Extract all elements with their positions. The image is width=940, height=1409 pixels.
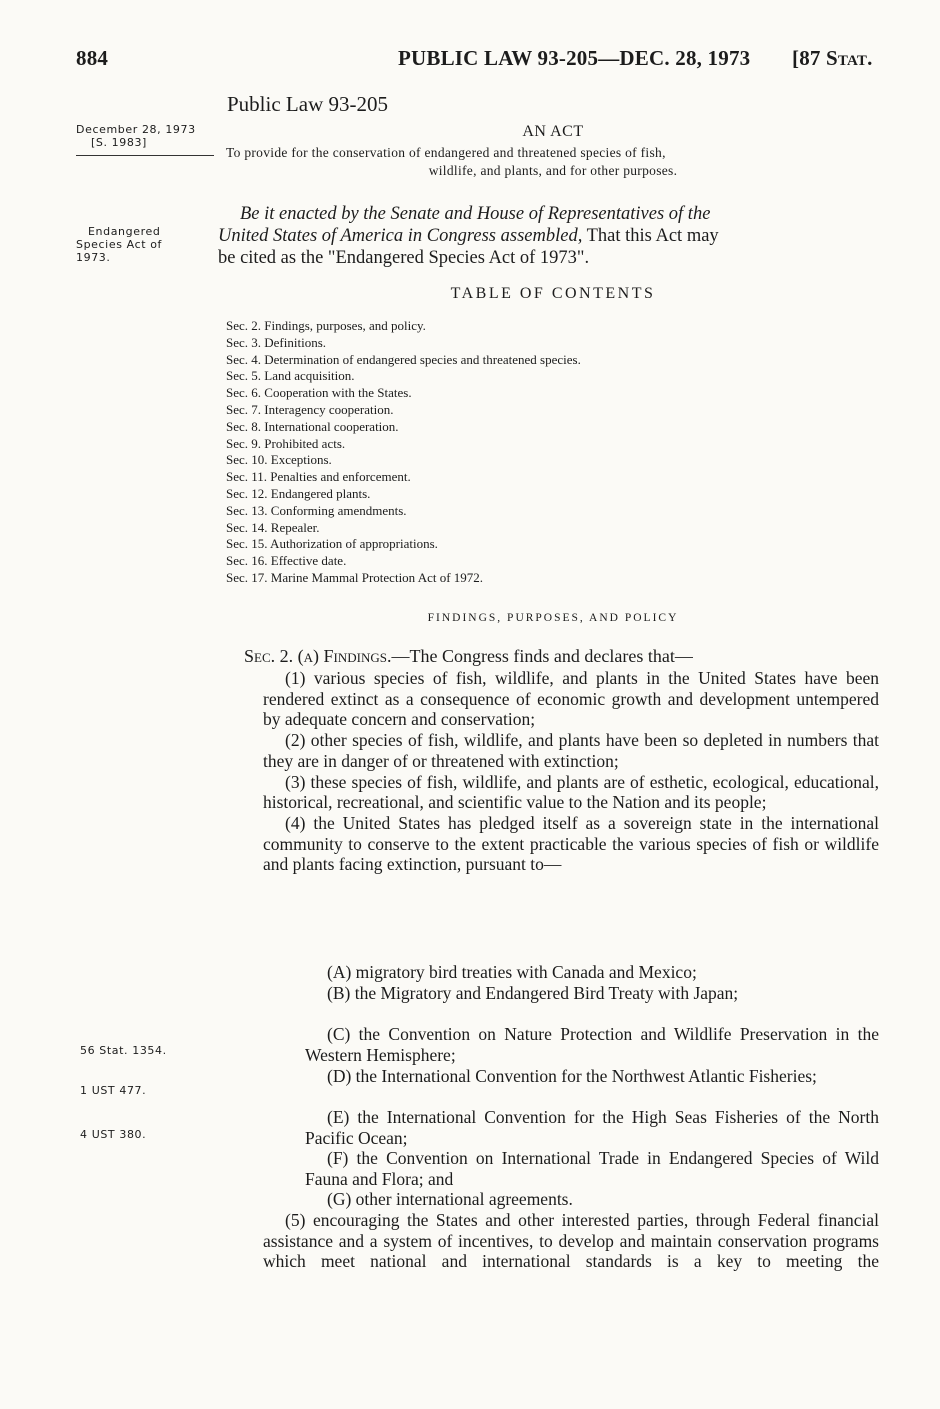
page-number: 884 <box>76 46 109 70</box>
enacting-clause-line2 <box>218 226 719 247</box>
margin-short-title-line2: Species Act of <box>76 238 163 251</box>
act-purpose-line2: wildlife, and plants, and for other purposes. <box>428 163 678 178</box>
enacting-clause-line3: be cited as the "Endangered Species Act of 1973". <box>218 248 590 268</box>
toc-item: Sec. 6. Cooperation with the States. <box>226 385 412 401</box>
margin-citation-ust-380: 4 UST 380. <box>80 1128 147 1141</box>
toc-item: Sec. 7. Interagency cooperation. <box>226 401 394 417</box>
toc-item: Sec. 17. Marine Mammal Protection Act of 1972. <box>226 569 484 585</box>
findings-paragraph-5 <box>263 1210 879 1272</box>
findings-paragraphs <box>263 668 879 875</box>
finding-1: (1) various species of fish, wildlife, and plants in the United States have been rendered extinct as a consequence of economic growth and development untempered by adequate concern and conservation; <box>263 668 879 730</box>
treaty-g: (G) other international agreements. <box>327 1189 573 1209</box>
margin-short-title-line3: 1973. <box>76 251 111 264</box>
enacting-clause-italic: United States of America in Congress assembled, <box>218 226 583 246</box>
table-of-contents <box>226 318 581 587</box>
enacting-clause-line1: Be it enacted by the Senate and House of Representatives of the <box>240 204 711 224</box>
act-purpose-line1: To provide for the conservation of endangered and threatened species of fish, <box>226 145 666 160</box>
section-2-intro <box>244 646 693 667</box>
toc-item: Sec. 3. Definitions. <box>226 334 327 350</box>
running-title: PUBLIC LAW 93-205—DEC. 28, 1973 <box>398 46 751 70</box>
toc-item: Sec. 13. Conforming amendments. <box>226 502 407 518</box>
treaty-b: (B) the Migratory and Endangered Bird Treaty with Japan; <box>327 983 739 1003</box>
toc-item: Sec. 9. Prohibited acts. <box>226 435 346 451</box>
toc-item: Sec. 10. Exceptions. <box>226 452 332 468</box>
finding-2: (2) other species of fish, wildlife, and plants have been so depleted in numbers that they are in danger of or threatened with extinction; <box>263 730 879 771</box>
findings-intro: —The Congress finds and declares that— <box>391 646 693 666</box>
toc-item: Sec. 14. Repealer. <box>226 519 320 535</box>
finding-5: (5) encouraging the States and other interested parties, through Federal financial assistance and a system of incentives, to develop and maintain conservation programs which meet national and international standards is a key to meeting the <box>263 1210 879 1272</box>
toc-item: Sec. 15. Authorization of appropriations. <box>226 536 438 552</box>
treaty-e: (E) the International Convention for the High Seas Fisheries of the North Pacific Ocean; <box>305 1107 879 1148</box>
section-heading: FINDINGS, PURPOSES, AND POLICY <box>427 612 679 624</box>
toc-item: Sec. 2. Findings, purposes, and policy. <box>226 318 426 333</box>
law-title: Public Law 93-205 <box>227 92 388 116</box>
margin-citation-stat: 56 Stat. 1354. <box>80 1044 167 1057</box>
toc-item: Sec. 11. Penalties and enforcement. <box>226 469 411 485</box>
treaty-a: (A) migratory bird treaties with Canada and Mexico; <box>327 962 697 982</box>
finding-4: (4) the United States has pledged itself as a sovereign state in the international community to conserve to the extent practicable the various species of fish or wildlife and plants facing extinction, pursuant to— <box>263 812 879 875</box>
margin-rule <box>76 155 214 156</box>
treaty-f: (F) the Convention on International Trade in Endangered Species of Wild Fauna and Flora; and <box>305 1148 879 1189</box>
enacting-clause-rest: That this Act may <box>582 226 719 246</box>
margin-citation-ust-477: 1 UST 477. <box>80 1084 147 1097</box>
act-heading: AN ACT <box>522 123 584 140</box>
toc-heading: TABLE OF CONTENTS <box>450 285 656 302</box>
section-label: Sec. 2. (a) <box>244 646 324 666</box>
toc-item: Sec. 4. Determination of endangered species and threatened species. <box>226 351 581 367</box>
toc-item: Sec. 12. Endangered plants. <box>226 485 371 501</box>
finding-3: (3) these species of fish, wildlife, and plants are of esthetic, ecological, educational, historical, recreational, and scientific value to the Nation and its people; <box>263 771 879 813</box>
toc-item: Sec. 16. Effective date. <box>226 553 347 569</box>
volume-citation: [87 Stat. <box>792 46 873 70</box>
findings-label: Findings. <box>323 646 392 666</box>
toc-item: Sec. 8. International cooperation. <box>226 418 399 434</box>
toc-item: Sec. 5. Land acquisition. <box>226 368 355 384</box>
margin-date: December 28, 1973 <box>76 123 196 136</box>
margin-bill-number: [S. 1983] <box>91 136 147 149</box>
margin-short-title-line1: Endangered <box>88 225 161 238</box>
treaty-d: (D) the International Convention for the Northwest Atlantic Fisheries; <box>327 1066 817 1086</box>
treaty-c: (C) the Convention on Nature Protection and Wildlife Preservation in the Western Hemisphere; <box>305 1024 879 1065</box>
